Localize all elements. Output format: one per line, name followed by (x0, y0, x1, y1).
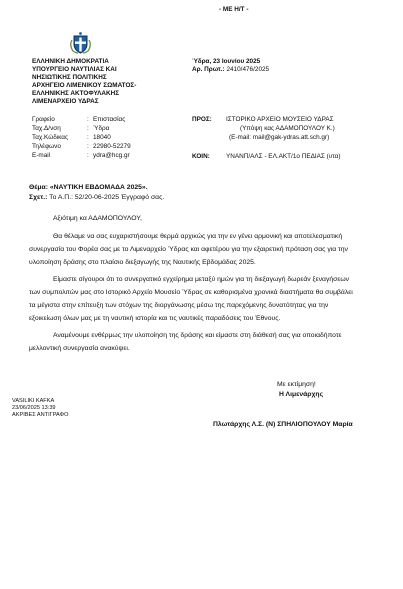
header-hq-line2: ΕΛΛΗΝΙΚΗΣ ΑΚΤΟΦΥΛΑΚΗΣ (32, 90, 120, 97)
body-p2-line4: εξοικείωση όλων μας με τη ναυτική ιστορία και τις ναυτικές παραδόσεις του Έθνους. (29, 315, 281, 322)
protocol-value: 2410/476/2025 (226, 66, 270, 73)
salutation: Αξιότιμη κα ΑΔΑΜΟΠΟΥΛΟΥ, (53, 215, 142, 222)
body-p1-line1: Θα θέλαμε να σας ευχαριστήσουμε θερμά αρχικώς για την εν γένει αρμονική και αποτελεσματική (53, 233, 343, 240)
header-office: ΛΙΜΕΝΑΡΧΕΙΟ ΥΔΡΑΣ (32, 98, 99, 105)
contact-value: Ύδρα (93, 125, 110, 132)
subject-value: «ΝΑΥΤΙΚΗ ΕΒΔΟΜΑΔΑ 2025». (49, 184, 148, 191)
reference-line (29, 194, 164, 203)
closing-role: Η Λιμενάρχης (279, 391, 324, 398)
body-p2-line3: τα μέγιστα στην επίτευξη των στόχων της διοργάνωσης μέσω της παρεχόμενης δυνατότητας για την (29, 302, 329, 309)
body-p1-line3: υλοποίηση δράσης στο πλαίσιο διεξαγωγής της Ναυτικής Εβδομάδας 2025. (29, 259, 256, 266)
cc-label: ΚΟΙΝ: (192, 153, 210, 160)
cc-value: ΥΝΑΝΠ/ΑΛΣ - ΕΛ.ΑΚΤ/1ο ΠΕΔΙΑΣ (υτα) (226, 153, 341, 160)
body-p3-line2: μελλοντική συνεργασία ανακύψει. (29, 345, 130, 352)
contact-key: E-mail (32, 152, 51, 159)
recipient-attention: (Υπόψη κας ΑΔΑΜΟΠΟΥΛΟΥ Κ.) (240, 125, 335, 132)
contact-key: Ταχ.Κώδικας (32, 134, 69, 141)
header-ministry-line2: ΝΗΣΙΩΤΙΚΗΣ ΠΟΛΙΤΙΚΗΣ (32, 74, 107, 81)
subject-label: Θέμα: (29, 184, 48, 191)
greek-coat-of-arms-icon (68, 30, 93, 55)
contact-row (32, 116, 172, 124)
contact-key: Ταχ.Δ/νση (32, 125, 61, 132)
body-p3-line1: Αναμένουμε ενθέρμως την υλοποίηση της δράσης και είμαστε στη διάθεσή σας για οποιαδήποτε (53, 332, 342, 339)
closing-regards: Με εκτίμηση! (277, 381, 316, 388)
classification-label: - ΜΕ Η/Τ - (219, 6, 249, 13)
recipient-name: ΙΣΤΟΡΙΚΟ ΑΡΧΕΙΟ ΜΟΥΣΕΙΟ ΥΔΡΑΣ (226, 116, 334, 123)
reference-label: Σχετ.: (29, 194, 48, 201)
copy-stamp-name: VASILIKI KAFKA (12, 398, 55, 404)
contact-sep: : (87, 143, 89, 150)
contact-row (32, 134, 172, 142)
contact-key: Γραφείο (32, 116, 55, 123)
contacts-block (32, 116, 172, 161)
contact-sep: : (87, 152, 89, 159)
body-p1-line2: συνεργασία του Φορέα σας με το Λιμεναρχείο Ύδρας και αφετέρου για την εξαιρετική πρόταση σας για την (29, 246, 348, 253)
contact-key: Τηλέφωνο (32, 143, 61, 150)
header-ministry-line1: ΥΠΟΥΡΓΕΙΟ ΝΑΥΤΙΛΙΑΣ ΚΑΙ (32, 66, 117, 73)
place-date: Ύδρα, 23 Ιουνίου 2025 (192, 58, 261, 65)
recipient-label: ΠΡΟΣ: (192, 116, 212, 123)
contact-value: 22980-52279 (93, 143, 131, 150)
contact-row (32, 152, 172, 160)
contact-sep: : (87, 125, 89, 132)
subject-line (29, 184, 148, 193)
signatory: Πλωτάρχης Λ.Σ. (Ν) ΣΠΗΛΙΟΠΟΥΛΟΥ Μαρία (213, 421, 353, 428)
body-p2-line1: Είμαστε σίγουροι ότι το συνεργατικό εγχείρημα μεταξύ ημών για τη διεξαγωγή δωρεάν ξεναγήσεων (53, 276, 350, 283)
copy-stamp-datetime: 23/06/2025 13:39 (12, 405, 56, 411)
header-hq-line1: ΑΡΧΗΓΕΙΟ ΛΙΜΕΝΙΚΟΥ ΣΩΜΑΤΟΣ- (32, 82, 137, 89)
protocol-label: Αρ. Πρωτ.: (192, 66, 225, 73)
recipient-email: (E-mail: mail@gak-ydras.att.sch.gr) (229, 134, 330, 141)
contact-sep: : (87, 134, 89, 141)
contact-value: Επιστασίας (93, 116, 126, 123)
protocol-line (192, 66, 269, 74)
reference-value: Το Α.Π.: 52/20-06-2025 Έγγραφό σας. (49, 194, 165, 201)
copy-stamp-note: ΑΚΡΙΒΕΣ ΑΝΤΙΓΡΑΦΟ (12, 412, 69, 418)
contact-value: ydra@hcg.gr (93, 152, 130, 159)
contact-value: 18040 (93, 134, 111, 141)
contact-row (32, 143, 172, 151)
header-republic: ΕΛΛΗΝΙΚΗ ΔΗΜΟΚΡΑΤΙΑ (32, 58, 109, 65)
contact-sep: : (87, 116, 89, 123)
contact-row (32, 125, 172, 133)
body-p2-line2: των συμπολιτών μας στο Ιστορικό Αρχείο Μουσείο Ύδρας σε καθορισμένα χρονικά διαστήματα θα συμβάλει (29, 289, 353, 296)
